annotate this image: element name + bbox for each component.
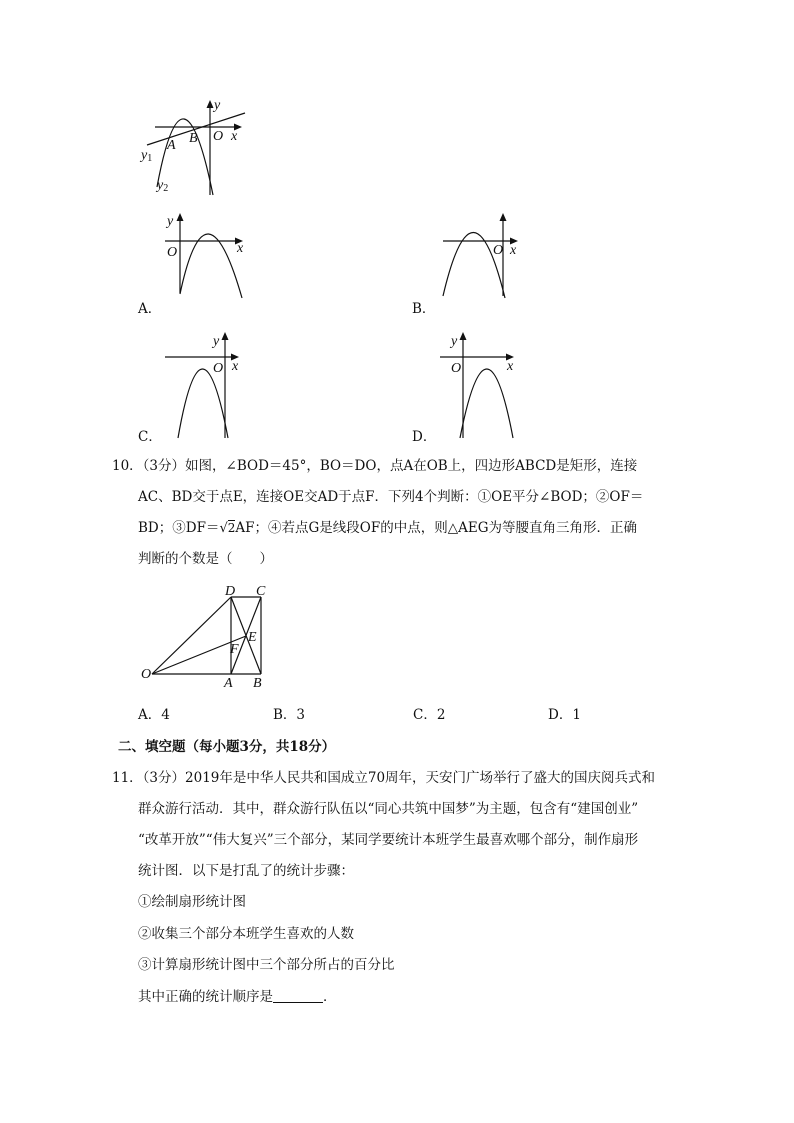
section-2-title: 二、填空题（每小题3分，共18分）: [118, 739, 336, 755]
q10-choice-c[interactable]: C．2: [413, 707, 446, 723]
q10-line-3-start: BD；③DF＝: [138, 520, 220, 536]
y-axis-arrow: [207, 100, 214, 108]
q10-choice-d[interactable]: D．1: [548, 707, 581, 723]
x-axis-label: x: [507, 359, 514, 374]
q9-top-figure: [135, 95, 255, 200]
x-axis-label: x: [231, 129, 238, 144]
q9-option-b-figure: [435, 208, 535, 300]
origin-label: O: [451, 361, 462, 376]
point-c-label: C: [256, 584, 266, 599]
q11-line-1: 11．（3分）2019年是中华人民共和国成立70周年，天安门广场举行了盛大的国庆阅兵式和: [112, 770, 656, 786]
y-axis-label: y: [214, 98, 221, 113]
q11-answer-end: ．: [323, 989, 337, 1005]
q11-line-2: 群众游行活动．其中，群众游行队伍以“同心共筑中国梦”为主题，包含有“建国创业”: [138, 801, 639, 817]
point-f-label: F: [230, 642, 239, 657]
q9-option-b-label[interactable]: B．: [412, 301, 436, 317]
y-axis-arrow: [177, 213, 184, 221]
parabola: [180, 234, 242, 298]
origin-label: O: [213, 129, 224, 144]
q9-option-c-label[interactable]: C．: [138, 429, 162, 445]
q10-choice-a[interactable]: A．4: [138, 707, 170, 723]
q11-answer-prompt: 其中正确的统计顺序是: [138, 989, 273, 1005]
y-axis-arrow: [222, 332, 229, 340]
segment-od: [152, 597, 231, 674]
q10-line-2: AC、BD交于点E，连接OE交AD于点F．下列4个判断：①OE平分∠BOD；②OF＝: [138, 489, 644, 505]
q9-option-a-label[interactable]: A．: [138, 301, 162, 317]
point-a-label: A: [224, 676, 233, 691]
q11-answer-line: [138, 988, 337, 1006]
point-b-label: B: [189, 131, 198, 146]
origin-label: O: [213, 361, 224, 376]
q11-line-3: “改革开放”“伟大复兴”三个部分，某同学要统计本班学生最喜欢哪个部分，制作扇形: [138, 832, 639, 848]
parabola: [460, 369, 513, 438]
y2-label: y2: [157, 178, 169, 194]
sqrt-symbol: √: [219, 521, 228, 536]
point-b-label: B: [253, 676, 262, 691]
point-o-label: O: [141, 667, 152, 682]
q10-line-3: [138, 519, 637, 538]
q10-line-4: 判断的个数是（ ）: [138, 551, 273, 567]
point-d-label: D: [225, 584, 236, 599]
q11-answer-blank[interactable]: [273, 988, 323, 1003]
q11-step-3: ③计算扇形统计图中三个部分所占的百分比: [138, 957, 395, 973]
y-axis-label: y: [451, 334, 458, 349]
y-axis-arrow: [460, 332, 467, 340]
x-axis-label: x: [510, 243, 517, 258]
y-axis-label: y: [213, 334, 220, 349]
sqrt-radicand: 2: [227, 521, 236, 535]
q11-step-2: ②收集三个部分本班学生喜欢的人数: [138, 926, 354, 942]
x-axis-label: x: [232, 359, 239, 374]
parabola: [178, 369, 228, 438]
q10-line-1: 10．（3分）如图，∠BOD＝45°，BO＝DO，点A在OB上，四边形ABCD是矩形，连接: [112, 458, 638, 474]
x-axis-label: x: [237, 241, 244, 256]
point-a-label: A: [167, 138, 176, 153]
q10-line-3-end: AF；④若点G是线段OF的中点，则△AEG为等腰直角三角形．正确: [235, 520, 637, 536]
origin-label: O: [493, 243, 504, 258]
q9-option-a-figure: [160, 208, 260, 300]
q9-option-d-figure: [435, 330, 535, 440]
y1-label: y1: [141, 148, 153, 164]
origin-label: O: [167, 245, 178, 260]
y-axis-label: y: [167, 214, 174, 229]
q11-line-4: 统计图．以下是打乱了的统计步骤：: [138, 863, 354, 879]
q10-figure: [138, 582, 278, 692]
q11-step-1: ①绘制扇形统计图: [138, 894, 246, 910]
q9-option-d-label[interactable]: D．: [412, 429, 437, 445]
y-axis-arrow: [500, 213, 507, 221]
q9-option-c-figure: [160, 330, 260, 440]
point-e-label: E: [248, 630, 257, 645]
q10-choice-b[interactable]: B．3: [273, 707, 306, 723]
